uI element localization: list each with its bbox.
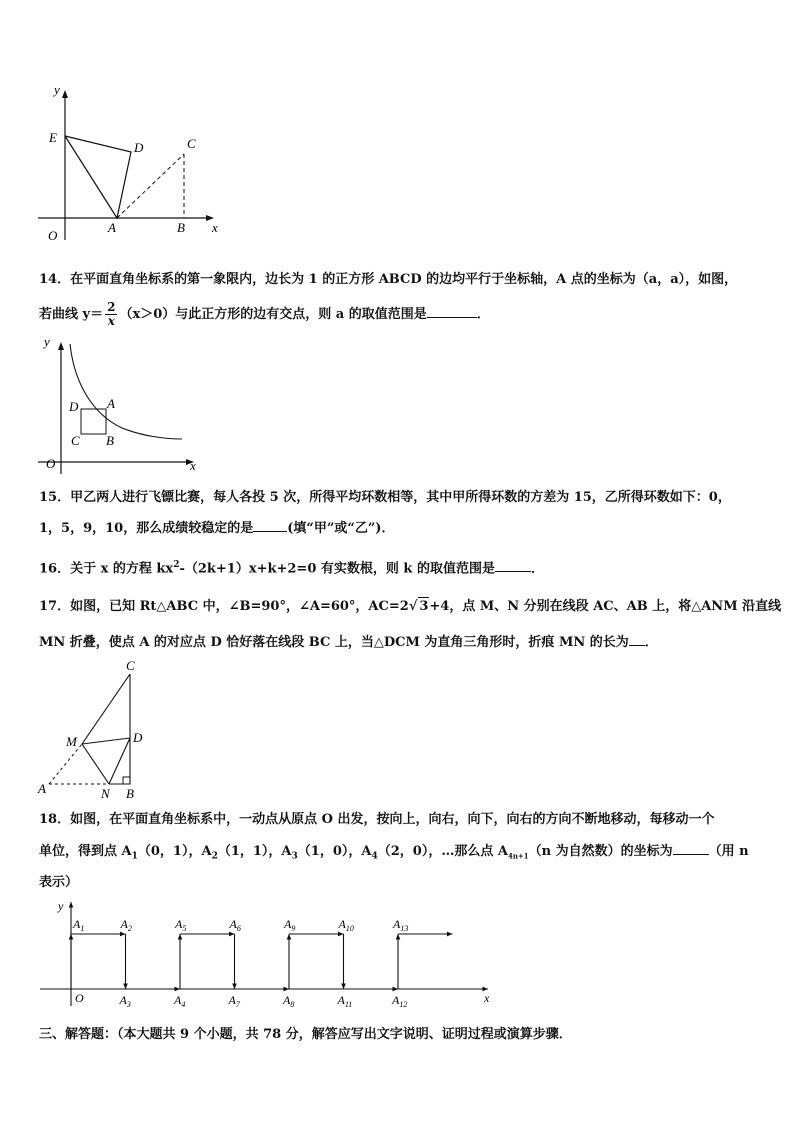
q18-top-label-3: $A_6$ (229, 917, 241, 933)
q16-text-mid: -（2k+1）x+k+2=0 有实数根，则 k 的取值范围是 (179, 561, 495, 577)
q17-sqrt: 3 (419, 599, 429, 614)
q17-point-a-label: A (38, 781, 46, 796)
q18-axis-x-label: x (484, 991, 490, 1005)
q14-frac-den: x (107, 314, 115, 328)
q14-fraction (105, 301, 117, 328)
q17-point-c-label: C (126, 658, 135, 673)
q18-line2-end: （用 n (708, 844, 749, 859)
q18-step-right-bottom-2-head (392, 987, 398, 992)
q18-p4: （2，0），…那么点 A (377, 844, 508, 859)
q15-answer-blank[interactable] (253, 531, 287, 532)
q18-top-label-1: $A_2$ (120, 917, 132, 933)
q17-line2 (39, 634, 759, 652)
q16-text-end: ． (530, 561, 544, 577)
q17-point-n-label: N (101, 786, 110, 801)
q18-sub3: 3 (291, 851, 298, 862)
q18-bottom-label-4: $A_{11}$ (337, 993, 353, 1009)
q18-step-up-1-head (178, 934, 183, 940)
q17-point-b-label: B (126, 786, 134, 801)
q18-sub2: 2 (211, 851, 218, 862)
q17-line1-post: +4，点 M、N 分别在线段 AC、AB 上，将△ANM 沿直线 (429, 599, 782, 614)
q18-line1: 18．如图，在平面直角坐标系中，一动点从原点 O 出发，按向上，向右，向下，向右的方向不断地移动，每移动一个 (39, 812, 715, 827)
q14-point-b-label: B (106, 433, 114, 448)
figure-q17-svg (30, 657, 160, 800)
q14-point-d-label: D (69, 399, 79, 414)
q18-line2-pre: 单位，得到点 A (39, 844, 132, 859)
q18-step-up-2-head (287, 934, 292, 940)
q18-p1: （0，1），A (137, 844, 212, 859)
q17-point-m-label: M (66, 734, 77, 749)
q14-line2-pre: 若曲线 y＝ (39, 307, 104, 322)
q18-top-label-5: $A_{10}$ (338, 917, 354, 933)
section3-heading: 三、解答题：（本大题共 9 个小题，共 78 分，解答应写出文字说明、证明过程或演算步骤． (39, 1027, 572, 1042)
q18-step-right-top-0-head (120, 932, 126, 937)
q16-answer-blank[interactable] (495, 571, 531, 572)
q14-frac-num: 2 (107, 300, 116, 314)
q18-step-down-1-head (232, 983, 237, 989)
figure-q13 (30, 80, 240, 250)
q14-point-c-label: C (71, 433, 80, 448)
q16-sup: 2 (173, 560, 180, 570)
q15-line2 (39, 520, 759, 538)
q18-sub4: 4 (371, 851, 378, 862)
q18-top-label-0: $A_1$ (73, 917, 85, 933)
q14-point-a-label: A (107, 396, 115, 411)
q15-line2-post: (填“甲”或“乙”)． (287, 521, 395, 536)
point-b-label: B (177, 220, 185, 235)
q18-step-up-0-head (69, 934, 74, 940)
q18-top-label-2: $A_5$ (175, 917, 187, 933)
q14-line2 (39, 300, 759, 330)
q17-answer-blank[interactable] (629, 645, 645, 646)
figure-q14-svg (30, 332, 210, 477)
q18-p2: （1，1），A (217, 844, 292, 859)
q18-p3: （1，0），A (297, 844, 372, 859)
q14-axis-x-label: x (190, 458, 196, 473)
q18-origin-label: O (75, 991, 84, 1005)
q18-top-label-4: $A_9$ (284, 917, 296, 933)
q18-line3: 表示） (39, 875, 79, 890)
q17-sqrt-sign: √ (408, 599, 418, 614)
q18-step-right-bottom-1-head (283, 987, 289, 992)
q14-axis-y-label: y (44, 334, 50, 349)
q18-step-right-top-3-head (447, 932, 453, 937)
q14-line2-end: ． (476, 307, 490, 322)
q17-line1-pre: 17．如图，已知 Rt△ABC 中，∠B=90°，∠A=60°，AC=2 (39, 599, 409, 614)
q15-line1: 15．甲乙两人进行飞镖比赛，每人各投 5 次，所得平均环数相等，其中甲所得环数的方差为 15，乙所得环数如下：0， (39, 490, 731, 505)
origin-label: O (48, 228, 58, 243)
q17-line2-pre: MN 折叠，使点 A 的对应点 D 恰好落在线段 BC 上，当△DCM 为直角三角形时，折痕 MN 的长为 (39, 635, 629, 650)
q18-sub1: 1 (131, 851, 138, 862)
q18-sub5: 4n+1 (507, 851, 529, 861)
figure-q18 (30, 896, 500, 1016)
q14-answer-blank[interactable] (427, 317, 477, 318)
q18-bottom-label-2: $A_7$ (228, 993, 240, 1009)
axis-y-label: y (54, 82, 60, 97)
figure-q17 (30, 657, 160, 800)
q18-line2-post: （n 为自然数）的坐标为 (528, 844, 673, 859)
figure-q18-svg (30, 896, 500, 1016)
q18-bottom-label-1: $A_4$ (174, 993, 186, 1009)
q17-line1 (39, 597, 782, 616)
q16-text-pre: 16．关于 x 的方程 kx (39, 561, 174, 577)
q18-axis-y-label: y (58, 899, 64, 913)
q17-line2-end: ． (644, 635, 658, 650)
q14-line1: 14．在平面直角坐标系的第一象限内，边长为 1 的正方形 ABCD 的边均平行于坐标轴，A 点的坐标为（a，a），如图， (39, 272, 738, 287)
point-d-label: D (134, 140, 144, 155)
point-a-label: A (108, 220, 116, 235)
q18-step-up-3-head (396, 934, 401, 940)
q18-step-down-0-head (123, 983, 128, 989)
point-e-label: E (49, 130, 57, 145)
q18-bottom-label-0: $A_3$ (119, 993, 131, 1009)
q18-step-right-top-1-head (229, 932, 235, 937)
q18-step-down-2-head (341, 983, 346, 989)
q14-line2-post: （x＞0）与此正方形的边有交点，则 a 的取值范围是 (119, 307, 427, 322)
q16-line (39, 556, 759, 578)
axis-y-head (69, 902, 74, 908)
figure-q13-svg (30, 80, 240, 250)
q18-line2 (39, 843, 759, 866)
q17-point-d-label: D (133, 730, 143, 745)
q14-origin-label: O (46, 456, 56, 471)
q18-bottom-label-5: $A_{12}$ (392, 993, 408, 1009)
q18-bottom-label-3: $A_8$ (283, 993, 295, 1009)
point-c-label: C (187, 136, 196, 151)
q18-step-right-top-2-head (338, 932, 344, 937)
axis-x-label: x (212, 220, 218, 235)
q15-line2-pre: 1，5，9，10，那么成绩较稳定的是 (39, 521, 254, 536)
figure-q14 (30, 332, 210, 477)
q18-top-label-6: $A_{13}$ (393, 917, 409, 933)
q18-step-right-bottom-0-head (174, 987, 180, 992)
q18-answer-blank[interactable] (673, 854, 709, 855)
